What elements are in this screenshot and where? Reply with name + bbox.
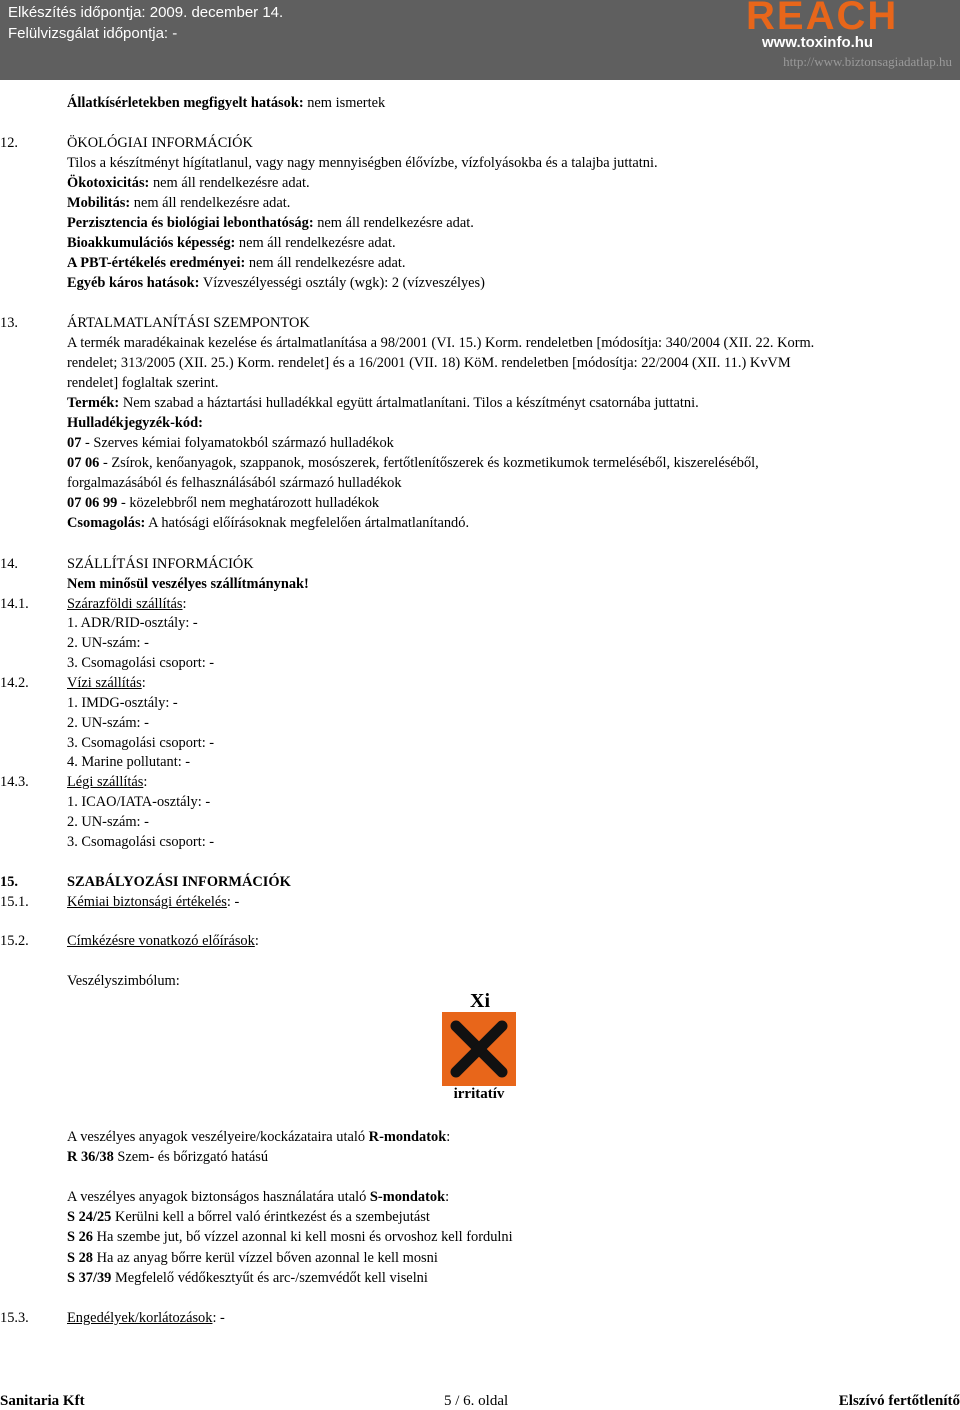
s15-1-title: Kémiai biztonsági értékelés: - [67, 894, 240, 910]
s15-3-title: Engedélyek/korlátozások: - [67, 1310, 225, 1326]
page-header [0, 0, 960, 80]
s15-3-num: 15.3. [0, 1310, 29, 1326]
s14-2-title: Vízi szállítás: [67, 675, 146, 691]
footer-product: Elszívó fertőtlenítő [838, 1393, 960, 1409]
s-phrase: S 24/25 Kerülni kell a bőrrel való érintkezést és a szembejutást [67, 1209, 430, 1225]
s14-3-item: 3. Csomagolási csoport: - [67, 834, 215, 850]
s12-mob: Mobilitás: nem áll rendelkezésre adat. [67, 195, 291, 211]
s14-1-item: 2. UN-szám: - [67, 635, 149, 651]
s-phrase: S 26 Ha szembe jut, bő vízzel azonnal ki kell mosni és orvoshoz kell fordulni [67, 1229, 513, 1245]
s12-intro: Tilos a készítményt hígítatlanul, vagy nagy mennyiségben élővízbe, vízfolyásokba és a talajba juttatni. [67, 155, 658, 171]
s12-per: Perzisztencia és biológiai lebonthatóság: nem áll rendelkezésre adat. [67, 215, 474, 231]
s14-2-item: 3. Csomagolási csoport: - [67, 735, 215, 751]
animal-line: Állatkísérletekben megfigyelt hatások: nem ismertek [67, 95, 386, 111]
s14-1-num: 14.1. [0, 596, 29, 612]
s14-note: Nem minősül veszélyes szállítmánynak! [67, 576, 309, 592]
s13-code-0706-cont: forgalmazásából és felhasználásából származó hulladékok [67, 475, 402, 491]
s14-3-item: 2. UN-szám: - [67, 814, 149, 830]
s14-3-item: 1. ICAO/IATA-osztály: - [67, 794, 211, 810]
section-14-title: SZÁLLÍTÁSI INFORMÁCIÓK [67, 556, 254, 572]
footer-page: 5 / 6. oldal [444, 1393, 509, 1409]
logo-site: www.toxinfo.hu [762, 34, 874, 51]
logo-text: REACH [746, 0, 899, 38]
logo-url: http://www.biztonsagiadatlap.hu [783, 54, 952, 69]
s13-code-07: 07 - Szerves kémiai folyamatokból származó hulladékok [67, 435, 394, 451]
s14-1-item: 1. ADR/RID-osztály: - [67, 615, 198, 631]
section-14-num: 14. [0, 556, 18, 572]
s13-code-label: Hulladékjegyzék-kód: [67, 415, 203, 431]
s12-other: Egyéb káros hatások: Vízveszélyességi osztály (wgk): 2 (vízveszélyes) [67, 275, 485, 291]
s13-code-070699: 07 06 99 - közelebbről nem meghatározott hulladékok [67, 495, 380, 511]
s12-bio: Bioakkumulációs képesség: nem áll rendelkezésre adat. [67, 235, 396, 251]
page-footer [0, 1393, 960, 1409]
hazard-code: Xi [470, 990, 490, 1012]
x-cross-icon [442, 1012, 516, 1086]
s14-1-item: 3. Csomagolási csoport: - [67, 655, 215, 671]
s14-2-num: 14.2. [0, 675, 29, 691]
s13-termek: Termék: Nem szabad a háztartási hulladékkal együtt ártalmatlanítani. Tilos a készítményt csatornába juttatni. [67, 395, 699, 411]
hazard-name: irritatív [453, 1086, 505, 1102]
s13-packaging: Csomagolás: A hatósági előírásoknak megfelelően ártalmatlanítandó. [67, 515, 470, 531]
section-12-title: ÖKOLÓGIAI INFORMÁCIÓK [67, 135, 253, 151]
s14-2-item: 1. IMDG-osztály: - [67, 695, 178, 711]
s14-1-title: Szárazföldi szállítás: [67, 596, 187, 612]
s14-3-title: Légi szállítás: [67, 774, 148, 790]
s14-2-item: 4. Marine pollutant: - [67, 754, 191, 770]
hazard-symbol [442, 990, 516, 1102]
hazard-symbol-label: Veszélyszimbólum: [67, 973, 180, 989]
s13-p3: rendelet] foglaltak szerint. [67, 375, 219, 391]
revised-date: Felülvizsgálat időpontja: - [8, 25, 178, 42]
section-13-num: 13. [0, 315, 18, 331]
s15-1-num: 15.1. [0, 894, 29, 910]
s12-eco: Ökotoxicitás: nem áll rendelkezésre adat. [67, 175, 310, 191]
s14-2-item: 2. UN-szám: - [67, 715, 149, 731]
s13-code-0706: 07 06 - Zsírok, kenőanyagok, szappanok, mosószerek, fertőtlenítőszerek és kozmetikumok termeléséből, kiszereléséből, [67, 455, 759, 471]
section-13-title: ÁRTALMATLANÍTÁSI SZEMPONTOK [67, 315, 310, 331]
reach-logo [740, 0, 960, 80]
section-15-title: SZABÁLYOZÁSI INFORMÁCIÓK [67, 874, 291, 890]
s-phrase: S 37/39 Megfelelő védőkesztyűt és arc-/szemvédőt kell viselni [67, 1270, 428, 1286]
section-15-num: 15. [0, 874, 18, 890]
s15-2-num: 15.2. [0, 933, 29, 949]
footer-company: Sanitaria Kft [0, 1393, 85, 1409]
s13-p2: rendelet; 313/2005 (XII. 25.) Korm. rendelet] és a 16/2001 (VII. 18) KöM. rendeletben [módosítja: 22/2004 (XII. 11.) KvVM [67, 355, 791, 371]
r-intro: A veszélyes anyagok veszélyeire/kockázataira utaló R-mondatok: [67, 1129, 451, 1145]
section-12-num: 12. [0, 135, 18, 151]
s-phrase: S 28 Ha az anyag bőrre kerül vízzel bőven azonnal le kell mosni [67, 1250, 438, 1266]
s12-pbt: A PBT-értékelés eredményei: nem áll rendelkezésre adat. [67, 255, 406, 271]
s13-p1: A termék maradékainak kezelése és ártalmatlanítása a 98/2001 (VI. 15.) Korm. rendeletben [módosítja: 340/2004 (XII. 22. Korm. [67, 335, 815, 351]
s15-2-title: Címkézésre vonatkozó előírások: [67, 933, 259, 949]
r-phrase: R 36/38 Szem- és bőrizgató hatású [67, 1149, 269, 1165]
prepared-date: Elkészítés időpontja: 2009. december 14. [8, 4, 284, 21]
s14-3-num: 14.3. [0, 774, 29, 790]
header-dates [8, 2, 283, 44]
s-intro: A veszélyes anyagok biztonságos használatára utaló S-mondatok: [67, 1189, 450, 1205]
